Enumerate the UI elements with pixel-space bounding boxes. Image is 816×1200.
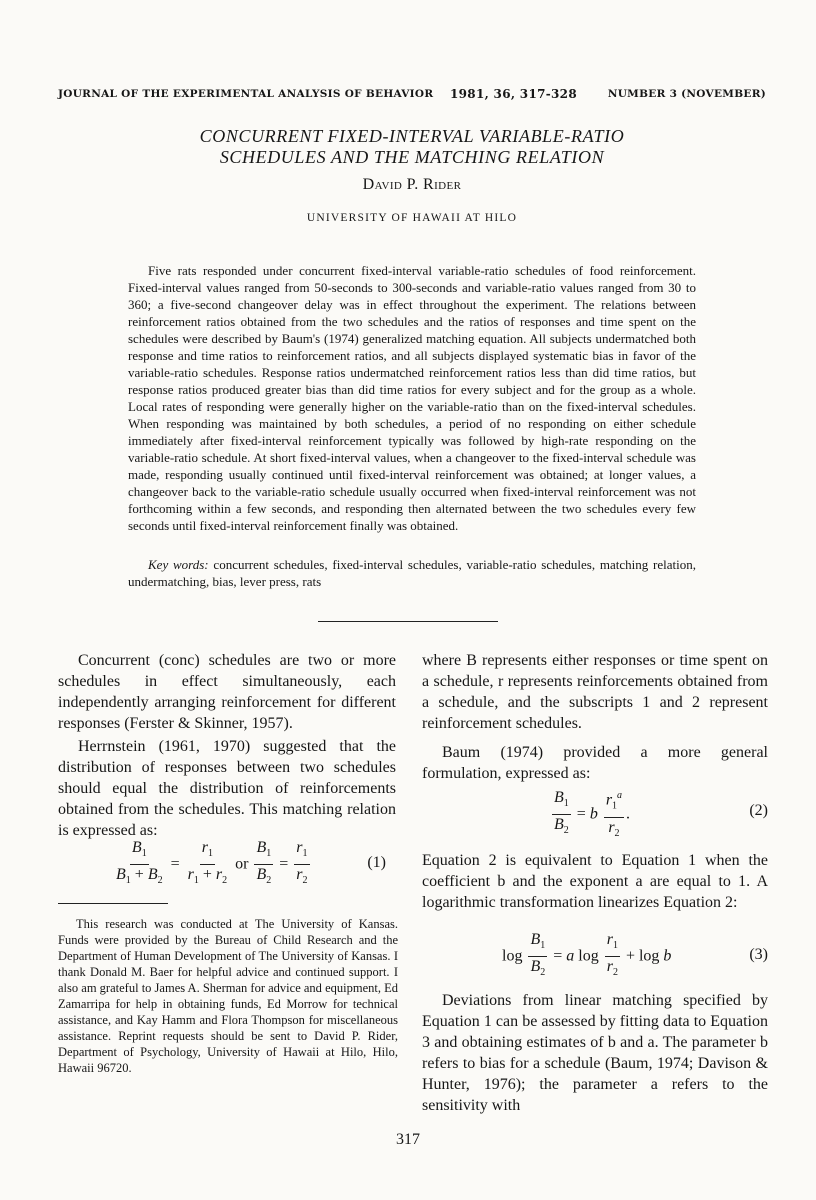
paragraph-baum: Baum (1974) provided a more general formulation, expressed as:: [422, 744, 768, 782]
right-column-deviations: [422, 990, 768, 1116]
left-column-intro: [58, 650, 396, 841]
equation-1-number: (1): [367, 854, 386, 871]
log-term-2: log: [578, 947, 599, 965]
affiliation: UNIVERSITY OF HAWAII AT HILO: [306, 212, 518, 224]
article-title: [58, 126, 766, 168]
equation-2: $\frac{B_1}{B_2}$ = b $\frac{r_1^a}{r_2}$ . (2): [422, 786, 768, 838]
equation-or: or: [235, 855, 249, 873]
equation-3-number: (3): [749, 946, 768, 963]
plus-log-term: + log: [625, 947, 660, 965]
paragraph-concurrent: Concurrent (conc) schedules are two or more schedules in effect simultaneously, each independently arranging reinforcement for different responses (Ferster & Skinner, 1957).: [58, 652, 396, 732]
footnote-text: This research was conducted at The University of Kansas. Funds were provided by the Bureau of Child Research and the Department of Human Development of The University of Kansas. I thank Donald M. Baer for helpful advice and continued support. I also am grateful to James A. Sherman for advice and equipment, Ed Zamarripa for help in obtaining funds, Ed Morrow for technical assistance, and Kay Hamm and Flora Thompson for miscellaneous assistance. Reprint requests should be sent to David P. Rider, Department of Psychology, University of Hawaii at Hilo, Hilo, Hawaii 96720.: [58, 917, 398, 1075]
paragraph-where: where B represents either responses or time spent on a schedule, r represents reinforcements obtained from a schedule, and the subscripts 1 and 2 represent reinforcement schedules.: [422, 652, 768, 732]
page-number: 317: [396, 1131, 420, 1148]
journal-name: JOURNAL OF THE EXPERIMENTAL ANALYSIS OF BEHAVIOR: [58, 88, 434, 100]
issue-number: NUMBER 3 (NOVEMBER): [607, 88, 766, 100]
paragraph-equivalence: Equation 2 is equivalent to Equation 1 when the coefficient b and the exponent a are equal to 1. A logarithmic transformation linearizes Equation 2:: [422, 852, 768, 911]
footnote-rule: [58, 903, 168, 904]
author: David P. Rider: [362, 176, 462, 193]
equation-1: $\frac{B_1}{B_1 + B_2}$ = $\frac{r_1}{r_1 + r_2}$ or $\frac{B_1}{B_2}$ = $\frac{r_1}{r_2}$ (1): [116, 839, 386, 887]
footnote: [58, 916, 398, 1076]
equation-2-number: (2): [749, 802, 768, 819]
paragraph-deviations: Deviations from linear matching specified by Equation 1 can be assessed by fitting data to Equation 3 and obtaining estimates of b and a. The parameter b refers to bias for a schedule (Baum, 1974; Davison & Hunter, 1976); the parameter a refers to the sensitivity with: [422, 992, 768, 1114]
right-column-definitions: [422, 650, 768, 784]
right-column-equivalence: [422, 850, 768, 913]
abstract-text: Five rats responded under concurrent fixed-interval variable-ratio schedules of food reinforcement. Fixed-interval values ranged from 50-seconds to 300-seconds and variable-ratio values ranged from 30 to 360; a five-second changeover delay was in effect throughout the experiment. The relations between reinforcement ratios obtained from the two schedules and the ratios of responses and time spent on the schedules were described by Baum's (1974) generalized matching equation. All subjects undermatched both response and time ratios to reinforcement ratios, and all subjects displayed systematic bias in favor of the variable-ratio schedules. Response ratios undermatched reinforcement ratios less than did time ratios, but response ratios produced greater bias than did time ratios for every subject and for the group as a whole. Local rates of responding were generally higher on the variable-ratio than on the fixed-interval schedules. When responding was maintained by both schedules, a period of no responding on either schedule immediately after fixed-interval reinforcement typically was followed by high-rate responding on the variable-ratio schedule. At short fixed-interval values, when a changeover to the fixed-interval schedule was made, responding usually continued until fixed-interval reinforcement was obtained; at longer values, a changeover back to the variable-ratio schedule usually occurred when fixed-interval reinforcement was not forthcoming within a few seconds, and responding then alternated between the two schedules every few seconds until fixed-interval reinforcement finally was obtained.: [128, 263, 696, 533]
abstract: [128, 262, 696, 534]
title-line-1: CONCURRENT FIXED-INTERVAL VARIABLE-RATIO: [199, 126, 625, 146]
running-header: [58, 88, 766, 108]
keywords: [128, 556, 696, 590]
section-divider: [318, 621, 498, 622]
title-line-2: SCHEDULES AND THE MATCHING RELATION: [219, 147, 605, 167]
log-term: log: [502, 947, 523, 965]
equation-3: log $\frac{B_1}{B_2}$ = a log $\frac{r_1}{r_2}$ + log b (3): [502, 931, 768, 979]
paragraph-herrnstein: Herrnstein (1961, 1970) suggested that the distribution of responses between two schedules should equal the distribution of reinforcements obtained from the schedules. This matching relation is expressed as:: [58, 738, 396, 839]
citation: 1981, 36, 317-328: [450, 87, 577, 101]
keywords-text: concurrent schedules, fixed-interval schedules, variable-ratio schedules, matching relation, undermatching, bias, lever press, rats: [128, 557, 696, 589]
keywords-label: Key words:: [148, 557, 209, 572]
